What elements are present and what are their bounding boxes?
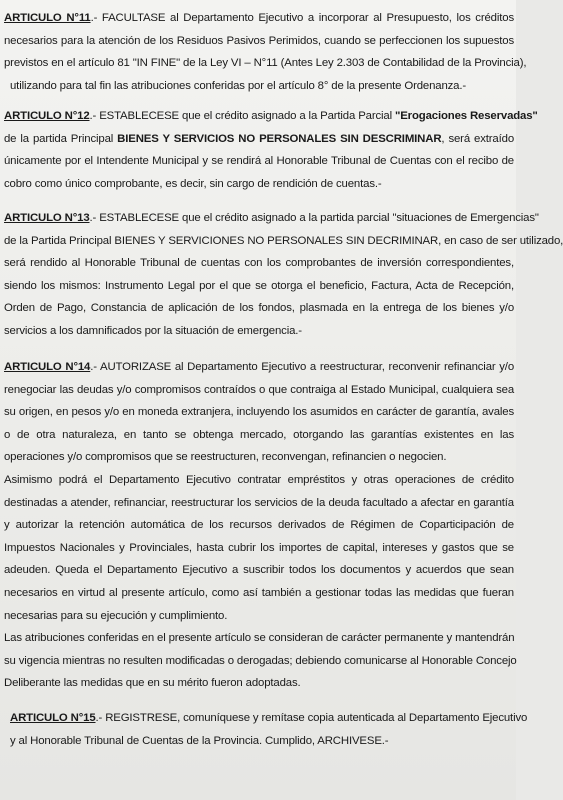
article-15 — [10, 707, 528, 752]
article-14-line-7: destinadas a atender, refinanciar, reestructurar los servicios de la deuda facultado a afectar en garantía — [4, 496, 514, 509]
article-12-heading: ARTICULO N°12 — [4, 110, 90, 122]
article-14-line-8: y autorizar la retención automática de los recursos derivados de Régimen de Coparticipación de — [4, 519, 514, 532]
article-12-line-2: de la partida Principal BIENES Y SERVICIOS NO PERSONALES SIN DESCRIMINAR, será extraído — [4, 132, 514, 145]
article-14-line-5: operaciones y/o compromisos que se reestructuren, reconvengan, refinancien o negocien. — [4, 451, 447, 464]
article-12-line-4: cobro como único comprobante, es decir, sin cargo de rendición de cuentas.- — [4, 177, 382, 190]
article-13-line-5: Orden de Pago, Constancia de aplicación de los fondos, plasmada en la entrega de los bienes y/o — [4, 302, 514, 315]
article-15-heading: ARTICULO N°15 — [10, 712, 96, 724]
article-13-line-3: será rendido al Honorable Tribunal de cuentas con los comprobantes de inversión correspondientes, — [4, 257, 514, 270]
article-13-line-2: de la Partida Principal BIENES Y SERVICIONES NO PERSONALES SIN DECRIMINAR, en caso de ser utilizado, — [4, 234, 563, 247]
article-11 — [4, 7, 527, 97]
article-14 — [4, 356, 517, 695]
article-12 — [4, 105, 538, 195]
article-14-line-2: renegociar las deudas y/o compromisos contraídos o que contraiga al Estado Municipal, cualquiera sea — [4, 383, 514, 396]
article-13 — [4, 207, 563, 343]
article-14-line-11: necesarios en virtud al presente artículo, como así también a gestionar todas las medidas que fueran — [4, 586, 514, 599]
article-13-line-4: siendo los mismos: Instrumento Legal por el que se otorga el beneficio, Factura, Acta de Recepción, — [4, 279, 514, 292]
article-11-heading: ARTICULO N°11 — [4, 12, 91, 24]
article-13-line-1: ARTICULO N°13.- ESTABLECESE que el crédito asignado a la partida parcial "situaciones de Emergencias" — [4, 212, 539, 224]
article-14-line-1: ARTICULO N°14.- AUTORIZASE al Departamento Ejecutivo a reestructurar, reconvenir refinanciar y/o — [4, 361, 515, 373]
article-14-line-4: o de otra naturaleza, en tanto se obtenga mercado, otorgando las garantías existentes en las — [4, 428, 514, 441]
article-15-line-2: y al Honorable Tribunal de Cuentas de la Provincia. Cumplido, ARCHIVESE.- — [10, 734, 389, 747]
article-15-line-1: ARTICULO N°15.- REGISTRESE, comuníquese y remítase copia autenticada al Departamento Ejecutivo — [10, 712, 528, 724]
article-14-heading: ARTICULO N°14 — [4, 361, 91, 373]
article-12-line-1: ARTICULO N°12.- ESTABLECESE que el crédito asignado a la Partida Parcial "Erogaciones Reservadas" — [4, 110, 538, 122]
article-13-heading: ARTICULO N°13 — [4, 212, 90, 224]
article-14-line-14: su vigencia mientras no resulten modificadas o derogadas; debiendo comunicarse al Honorable Concejo — [4, 654, 517, 667]
article-14-line-6: Asimismo podrá el Departamento Ejecutivo contratar empréstitos y otras operaciones de crédito — [4, 473, 514, 486]
article-14-line-15: Deliberante las medidas que en su mérito fueron adoptadas. — [4, 677, 301, 690]
article-11-line-3: previstos en el artículo 81 "IN FINE" de la Ley VI – N°11 (Antes Ley 2.303 de Contabilidad de la Provincia), — [4, 57, 527, 70]
article-13-line-6: servicios a los damnificados por la situación de emergencia.- — [4, 324, 302, 337]
article-11-line-2: necesarios para la atención de los Residuos Pasivos Perimidos, cuando se perfeccionen los supuestos — [4, 34, 514, 47]
article-14-line-12: necesarias para su ejecución y cumplimiento. — [4, 609, 228, 622]
article-14-line-10: adeuden. Queda el Departamento Ejecutivo a suscribir todos los documentos y acuerdos que sean — [4, 564, 514, 577]
partida-bienes-servicios: BIENES Y SERVICIOS NO PERSONALES SIN DESCRIMINAR — [117, 132, 442, 145]
article-14-line-9: Impuestos Nacionales y Provinciales, hasta cubrir los importes de capital, intereses y gastos que se — [4, 541, 514, 554]
article-14-line-13: Las atribuciones conferidas en el presente artículo se consideran de carácter permanente y mantendrán — [4, 632, 515, 645]
article-11-line-4: utilizando para tal fin las atribuciones conferidas por el artículo 8° de la presente Ordenanza.- — [10, 79, 467, 92]
article-11-line-1: ARTICULO N°11.- FACULTASE al Departamento Ejecutivo a incorporar al Presupuesto, los créditos — [4, 12, 514, 24]
article-14-line-3: su origen, en pesos y/o en moneda extranjera, incluyendo los asumidos en carácter de garantía, avales — [4, 406, 514, 419]
partida-erogaciones-reservadas: "Erogaciones Reservadas" — [394, 110, 538, 122]
article-12-line-3: únicamente por el Intendente Municipal y se rendirá al Honorable Tribunal de Cuentas con el recibo de — [4, 155, 514, 168]
